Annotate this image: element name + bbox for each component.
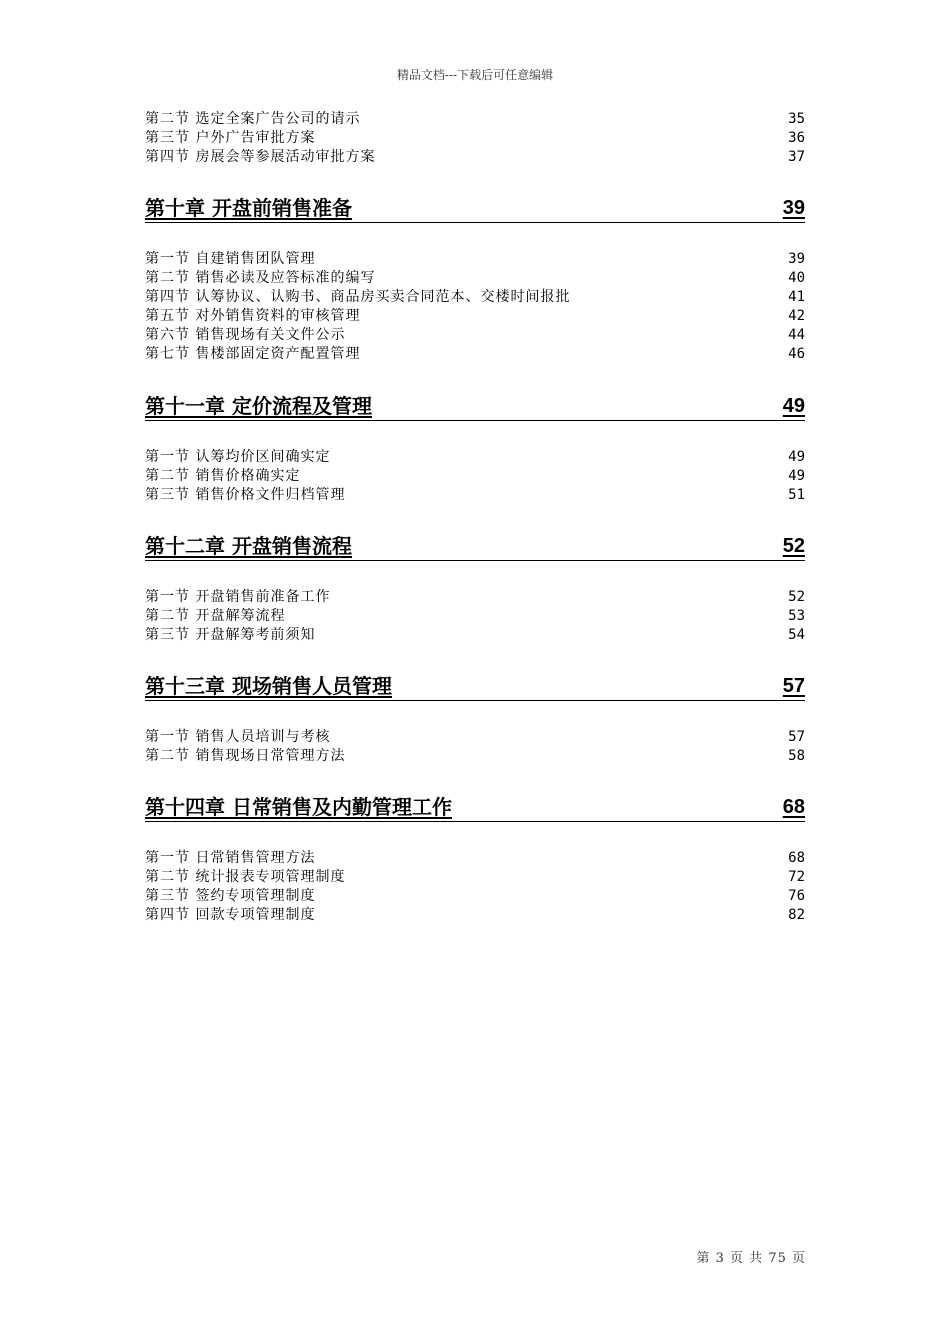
section-page: 52 xyxy=(788,589,805,605)
toc-chapter-14-sections xyxy=(145,849,805,925)
section-page: 46 xyxy=(788,346,805,362)
section-page: 40 xyxy=(788,270,805,286)
toc-section-row[interactable] xyxy=(145,148,805,167)
section-label: 第一节 销售人员培训与考核 xyxy=(145,729,331,745)
chapter-heading[interactable] xyxy=(145,672,805,701)
chapter-title: 第十二章 开盘销售流程 xyxy=(145,534,352,558)
toc-section-row[interactable] xyxy=(145,110,805,129)
section-label: 第一节 自建销售团队管理 xyxy=(145,251,316,267)
toc-section-row[interactable] xyxy=(145,326,805,345)
toc-section-row[interactable] xyxy=(145,269,805,288)
toc-section-row[interactable] xyxy=(145,448,805,467)
toc-section-row[interactable] xyxy=(145,747,805,766)
section-page: 68 xyxy=(788,850,805,866)
section-label: 第二节 统计报表专项管理制度 xyxy=(145,869,346,885)
section-page: 54 xyxy=(788,627,805,643)
section-label: 第二节 销售现场日常管理方法 xyxy=(145,748,346,764)
toc-chapter-11-sections xyxy=(145,448,805,505)
chapter-heading[interactable] xyxy=(145,194,805,223)
page-header: 精品文档---下载后可任意编辑 xyxy=(396,68,554,82)
section-label: 第三节 销售价格文件归档管理 xyxy=(145,487,346,503)
toc-chapter-10 xyxy=(145,194,805,223)
chapter-page: 39 xyxy=(782,197,805,219)
toc-chapter-13-sections xyxy=(145,728,805,766)
section-page: 49 xyxy=(788,468,805,484)
chapter-page: 68 xyxy=(782,796,805,818)
toc-chapter-12-sections xyxy=(145,588,805,645)
chapter-page: 57 xyxy=(782,675,805,697)
section-page: 72 xyxy=(788,869,805,885)
section-page: 36 xyxy=(788,130,805,146)
section-label: 第四节 回款专项管理制度 xyxy=(145,907,316,923)
section-label: 第二节 销售必读及应答标准的编写 xyxy=(145,270,376,286)
chapter-title: 第十三章 现场销售人员管理 xyxy=(145,674,392,698)
chapter-heading[interactable] xyxy=(145,392,805,421)
section-label: 第六节 销售现场有关文件公示 xyxy=(145,327,346,343)
toc-section-row[interactable] xyxy=(145,345,805,364)
section-label: 第一节 开盘销售前准备工作 xyxy=(145,589,331,605)
chapter-title: 第十章 开盘前销售准备 xyxy=(145,196,352,220)
toc-top-sections xyxy=(145,110,805,167)
toc-section-row[interactable] xyxy=(145,467,805,486)
section-label: 第一节 日常销售管理方法 xyxy=(145,850,316,866)
toc-section-row[interactable] xyxy=(145,250,805,269)
toc-section-row[interactable] xyxy=(145,849,805,868)
chapter-title: 第十一章 定价流程及管理 xyxy=(145,394,372,418)
chapter-page: 49 xyxy=(782,395,805,417)
section-label: 第二节 选定全案广告公司的请示 xyxy=(145,111,361,127)
page-footer: 第 3 页 共 75 页 xyxy=(696,1251,806,1266)
section-label: 第七节 售楼部固定资产配置管理 xyxy=(145,346,361,362)
section-label: 第二节 销售价格确实定 xyxy=(145,468,301,484)
toc-section-row[interactable] xyxy=(145,288,805,307)
chapter-heading[interactable] xyxy=(145,793,805,822)
section-label: 第三节 户外广告审批方案 xyxy=(145,130,316,146)
section-page: 39 xyxy=(788,251,805,267)
section-page: 37 xyxy=(788,149,805,165)
toc-chapter-10-sections xyxy=(145,250,805,364)
section-page: 44 xyxy=(788,327,805,343)
toc-section-row[interactable] xyxy=(145,906,805,925)
toc-section-row[interactable] xyxy=(145,626,805,645)
section-page: 57 xyxy=(788,729,805,745)
toc-chapter-12 xyxy=(145,532,805,561)
toc-chapter-13 xyxy=(145,672,805,701)
section-page: 51 xyxy=(788,487,805,503)
toc-section-row[interactable] xyxy=(145,607,805,626)
section-label: 第四节 认筹协议、认购书、商品房买卖合同范本、交楼时间报批 xyxy=(145,289,571,305)
section-label: 第三节 签约专项管理制度 xyxy=(145,888,316,904)
toc-section-row[interactable] xyxy=(145,887,805,906)
toc-chapter-11 xyxy=(145,392,805,421)
section-label: 第三节 开盘解筹考前须知 xyxy=(145,627,316,643)
section-page: 41 xyxy=(788,289,805,305)
toc-section-row[interactable] xyxy=(145,129,805,148)
toc-chapter-14 xyxy=(145,793,805,822)
chapter-title: 第十四章 日常销售及内勤管理工作 xyxy=(145,795,452,819)
section-label: 第一节 认筹均价区间确实定 xyxy=(145,449,331,465)
section-page: 42 xyxy=(788,308,805,324)
section-page: 82 xyxy=(788,907,805,923)
toc-section-row[interactable] xyxy=(145,307,805,326)
section-page: 76 xyxy=(788,888,805,904)
toc-section-row[interactable] xyxy=(145,486,805,505)
chapter-heading[interactable] xyxy=(145,532,805,561)
section-label: 第五节 对外销售资料的审核管理 xyxy=(145,308,361,324)
section-label: 第二节 开盘解筹流程 xyxy=(145,608,286,624)
chapter-page: 52 xyxy=(782,535,805,557)
section-page: 35 xyxy=(788,111,805,127)
toc-section-row[interactable] xyxy=(145,868,805,887)
section-label: 第四节 房展会等参展活动审批方案 xyxy=(145,149,376,165)
section-page: 53 xyxy=(788,608,805,624)
section-page: 58 xyxy=(788,748,805,764)
toc-section-row[interactable] xyxy=(145,588,805,607)
toc-section-row[interactable] xyxy=(145,728,805,747)
section-page: 49 xyxy=(788,449,805,465)
